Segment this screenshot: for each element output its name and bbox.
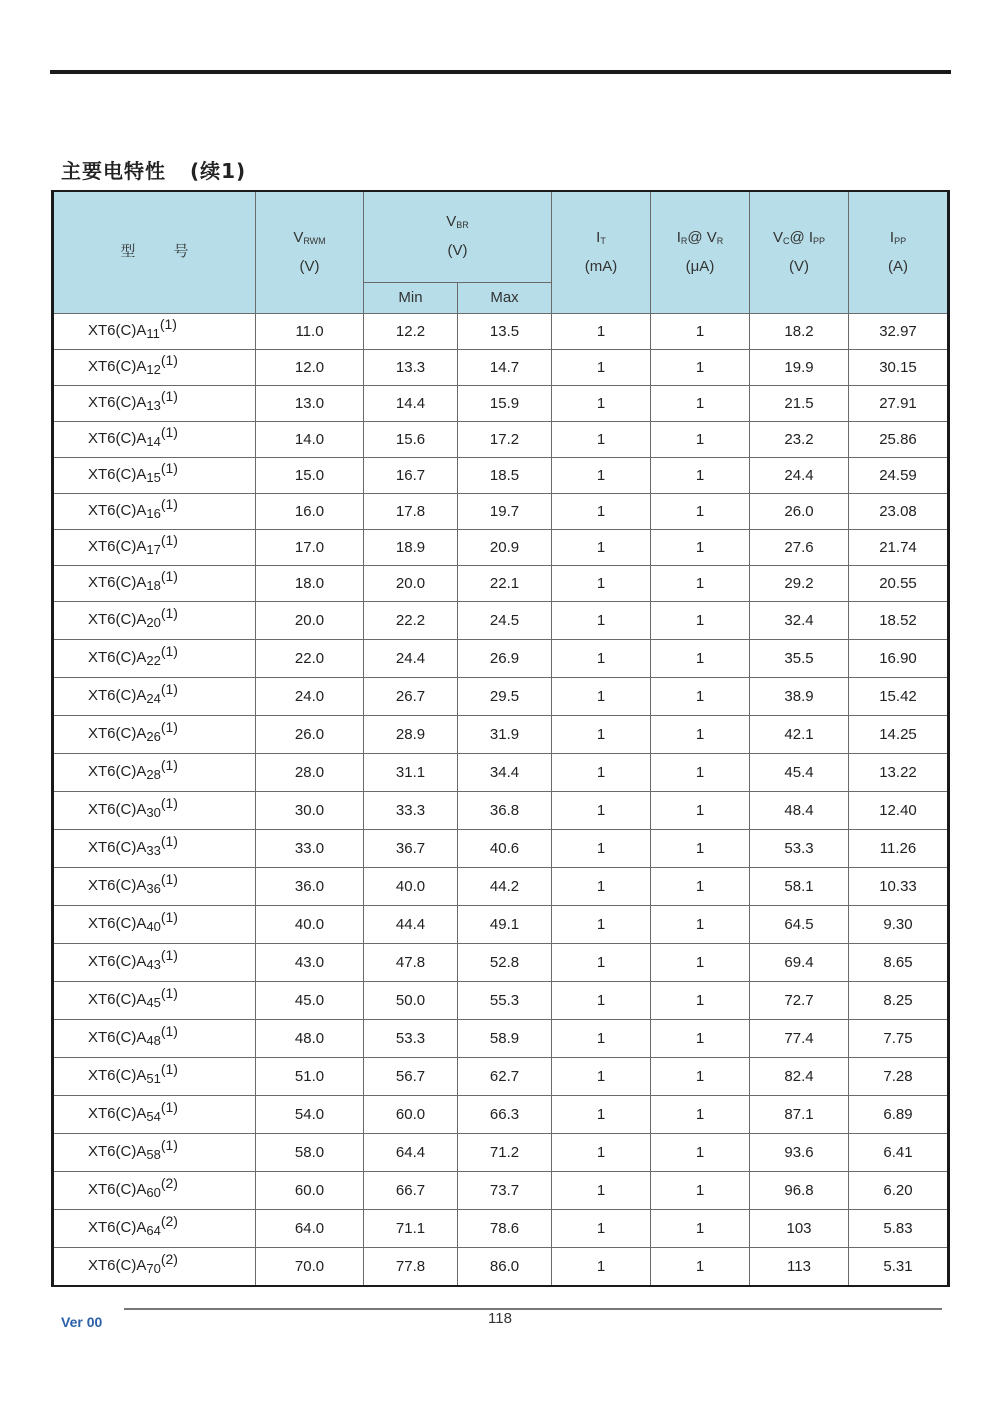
- cell-ipp: 7.75: [849, 1019, 949, 1057]
- cell-ir: 1: [651, 905, 750, 943]
- cell-vrwm: 14.0: [256, 421, 364, 457]
- cell-vbr-max: 15.9: [458, 385, 552, 421]
- cell-it: 1: [552, 529, 651, 565]
- cell-it: 1: [552, 385, 651, 421]
- cell-vbr-min: 17.8: [364, 493, 458, 529]
- table-row: [53, 493, 949, 529]
- cell-ir: 1: [651, 715, 750, 753]
- cell-ir: 1: [651, 385, 750, 421]
- cell-vc: 24.4: [750, 457, 849, 493]
- cell-vbr-min: 12.2: [364, 313, 458, 349]
- cell-ipp: 18.52: [849, 601, 949, 639]
- table-row: [53, 1209, 949, 1247]
- cell-model: XT6(C)A15$^{(1)}$: [53, 457, 256, 493]
- cell-vrwm: 24.0: [256, 677, 364, 715]
- cell-vc: 103: [750, 1209, 849, 1247]
- cell-vc: 69.4: [750, 943, 849, 981]
- cell-vbr-max: 86.0: [458, 1247, 552, 1286]
- section-title-suffix: (续1): [190, 159, 247, 183]
- table-row: [53, 829, 949, 867]
- section-title: [61, 155, 246, 184]
- cell-vbr-min: 20.0: [364, 565, 458, 601]
- cell-it: 1: [552, 791, 651, 829]
- header-vrwm: $V_{RWM}$ (V): [256, 191, 364, 313]
- cell-vbr-max: 18.5: [458, 457, 552, 493]
- cell-vc: 64.5: [750, 905, 849, 943]
- cell-vrwm: 60.0: [256, 1171, 364, 1209]
- cell-it: 1: [552, 715, 651, 753]
- cell-it: 1: [552, 943, 651, 981]
- cell-ir: 1: [651, 1019, 750, 1057]
- bottom-rule: [124, 1308, 942, 1310]
- cell-model: XT6(C)A40$^{(1)}$: [53, 905, 256, 943]
- cell-ir: 1: [651, 1057, 750, 1095]
- cell-it: 1: [552, 349, 651, 385]
- cell-vrwm: 64.0: [256, 1209, 364, 1247]
- table-body: [53, 313, 949, 1286]
- cell-it: 1: [552, 677, 651, 715]
- cell-model: XT6(C)A33$^{(1)}$: [53, 829, 256, 867]
- cell-vbr-min: 60.0: [364, 1095, 458, 1133]
- cell-vbr-max: 36.8: [458, 791, 552, 829]
- cell-it: 1: [552, 565, 651, 601]
- cell-ipp: 10.33: [849, 867, 949, 905]
- cell-vc: 58.1: [750, 867, 849, 905]
- cell-vrwm: 11.0: [256, 313, 364, 349]
- cell-ipp: 24.59: [849, 457, 949, 493]
- cell-vbr-max: 78.6: [458, 1209, 552, 1247]
- table-row: [53, 981, 949, 1019]
- section-title-text: 主要电特性: [61, 159, 166, 183]
- cell-ir: 1: [651, 493, 750, 529]
- cell-ipp: 14.25: [849, 715, 949, 753]
- cell-vc: 19.9: [750, 349, 849, 385]
- cell-model: XT6(C)A22$^{(1)}$: [53, 639, 256, 677]
- cell-vbr-min: 22.2: [364, 601, 458, 639]
- cell-vrwm: 40.0: [256, 905, 364, 943]
- cell-vbr-max: 52.8: [458, 943, 552, 981]
- cell-vrwm: 48.0: [256, 1019, 364, 1057]
- cell-vbr-max: 17.2: [458, 421, 552, 457]
- cell-vrwm: 43.0: [256, 943, 364, 981]
- cell-model: XT6(C)A18$^{(1)}$: [53, 565, 256, 601]
- cell-ipp: 15.42: [849, 677, 949, 715]
- cell-model: XT6(C)A45$^{(1)}$: [53, 981, 256, 1019]
- header-it: $I_T$ (mA): [552, 191, 651, 313]
- cell-ir: 1: [651, 753, 750, 791]
- cell-vrwm: 16.0: [256, 493, 364, 529]
- cell-it: 1: [552, 313, 651, 349]
- cell-ipp: 5.83: [849, 1209, 949, 1247]
- cell-it: 1: [552, 867, 651, 905]
- cell-model: XT6(C)A13$^{(1)}$: [53, 385, 256, 421]
- cell-vc: 82.4: [750, 1057, 849, 1095]
- cell-vbr-min: 31.1: [364, 753, 458, 791]
- cell-vbr-max: 19.7: [458, 493, 552, 529]
- cell-vbr-max: 31.9: [458, 715, 552, 753]
- cell-vbr-min: 66.7: [364, 1171, 458, 1209]
- cell-vrwm: 18.0: [256, 565, 364, 601]
- cell-vbr-min: 44.4: [364, 905, 458, 943]
- cell-model: XT6(C)A16$^{(1)}$: [53, 493, 256, 529]
- cell-vc: 29.2: [750, 565, 849, 601]
- cell-vbr-min: 53.3: [364, 1019, 458, 1057]
- cell-vbr-min: 71.1: [364, 1209, 458, 1247]
- cell-vrwm: 54.0: [256, 1095, 364, 1133]
- cell-it: 1: [552, 1247, 651, 1286]
- cell-ipp: 6.20: [849, 1171, 949, 1209]
- table-row: [53, 1133, 949, 1171]
- cell-model: XT6(C)A64$^{(2)}$: [53, 1209, 256, 1247]
- header-ipp: $I_{PP}$ (A): [849, 191, 949, 313]
- cell-ir: 1: [651, 829, 750, 867]
- table-row: [53, 385, 949, 421]
- cell-ipp: 20.55: [849, 565, 949, 601]
- cell-vrwm: 26.0: [256, 715, 364, 753]
- header-vbr-max: Max: [458, 282, 552, 313]
- cell-ir: 1: [651, 1247, 750, 1286]
- cell-it: 1: [552, 1095, 651, 1133]
- table-row: [53, 529, 949, 565]
- page-number: 118: [488, 1310, 512, 1327]
- cell-vbr-min: 28.9: [364, 715, 458, 753]
- cell-vc: 87.1: [750, 1095, 849, 1133]
- cell-ipp: 6.89: [849, 1095, 949, 1133]
- cell-ir: 1: [651, 421, 750, 457]
- cell-ir: 1: [651, 349, 750, 385]
- cell-ir: 1: [651, 1209, 750, 1247]
- cell-vbr-min: 33.3: [364, 791, 458, 829]
- cell-ir: 1: [651, 943, 750, 981]
- cell-ipp: 32.97: [849, 313, 949, 349]
- cell-model: XT6(C)A30$^{(1)}$: [53, 791, 256, 829]
- cell-vbr-max: 20.9: [458, 529, 552, 565]
- spec-table: [51, 190, 950, 1287]
- cell-model: XT6(C)A20$^{(1)}$: [53, 601, 256, 639]
- cell-vbr-min: 77.8: [364, 1247, 458, 1286]
- cell-it: 1: [552, 753, 651, 791]
- cell-it: 1: [552, 1171, 651, 1209]
- cell-vrwm: 33.0: [256, 829, 364, 867]
- header-ir-vr: $I_R@$ $V_R$ (μA): [651, 191, 750, 313]
- cell-vrwm: 12.0: [256, 349, 364, 385]
- table-row: [53, 1247, 949, 1286]
- cell-ir: 1: [651, 867, 750, 905]
- cell-vbr-max: 22.1: [458, 565, 552, 601]
- cell-it: 1: [552, 639, 651, 677]
- table-row: [53, 421, 949, 457]
- cell-ipp: 27.91: [849, 385, 949, 421]
- cell-it: 1: [552, 1133, 651, 1171]
- cell-vbr-min: 26.7: [364, 677, 458, 715]
- cell-vrwm: 20.0: [256, 601, 364, 639]
- cell-vc: 93.6: [750, 1133, 849, 1171]
- cell-ir: 1: [651, 639, 750, 677]
- table-row: [53, 1019, 949, 1057]
- cell-vc: 23.2: [750, 421, 849, 457]
- cell-vbr-min: 47.8: [364, 943, 458, 981]
- cell-model: XT6(C)A26$^{(1)}$: [53, 715, 256, 753]
- cell-ir: 1: [651, 1171, 750, 1209]
- cell-vrwm: 45.0: [256, 981, 364, 1019]
- cell-it: 1: [552, 493, 651, 529]
- header-model: 型号: [53, 191, 256, 313]
- cell-vc: 45.4: [750, 753, 849, 791]
- cell-it: 1: [552, 905, 651, 943]
- cell-vc: 26.0: [750, 493, 849, 529]
- cell-ipp: 30.15: [849, 349, 949, 385]
- cell-vbr-min: 18.9: [364, 529, 458, 565]
- cell-vc: 96.8: [750, 1171, 849, 1209]
- cell-vc: 48.4: [750, 791, 849, 829]
- cell-ipp: 8.65: [849, 943, 949, 981]
- cell-ipp: 8.25: [849, 981, 949, 1019]
- cell-it: 1: [552, 1209, 651, 1247]
- cell-it: 1: [552, 1019, 651, 1057]
- cell-vbr-min: 56.7: [364, 1057, 458, 1095]
- table-row: [53, 1057, 949, 1095]
- cell-vc: 38.9: [750, 677, 849, 715]
- table-row: [53, 313, 949, 349]
- cell-vc: 27.6: [750, 529, 849, 565]
- cell-ipp: 23.08: [849, 493, 949, 529]
- cell-model: XT6(C)A24$^{(1)}$: [53, 677, 256, 715]
- header-vbr-min: Min: [364, 282, 458, 313]
- cell-it: 1: [552, 1057, 651, 1095]
- cell-model: XT6(C)A36$^{(1)}$: [53, 867, 256, 905]
- cell-vrwm: 36.0: [256, 867, 364, 905]
- table-row: [53, 601, 949, 639]
- cell-vbr-max: 13.5: [458, 313, 552, 349]
- cell-vbr-min: 16.7: [364, 457, 458, 493]
- table-row: [53, 457, 949, 493]
- cell-vbr-max: 34.4: [458, 753, 552, 791]
- cell-ir: 1: [651, 1095, 750, 1133]
- cell-vrwm: 30.0: [256, 791, 364, 829]
- cell-ir: 1: [651, 565, 750, 601]
- cell-vbr-min: 50.0: [364, 981, 458, 1019]
- cell-vbr-max: 49.1: [458, 905, 552, 943]
- cell-ipp: 13.22: [849, 753, 949, 791]
- cell-vrwm: 17.0: [256, 529, 364, 565]
- cell-ipp: 5.31: [849, 1247, 949, 1286]
- cell-vc: 77.4: [750, 1019, 849, 1057]
- cell-vc: 72.7: [750, 981, 849, 1019]
- cell-ipp: 6.41: [849, 1133, 949, 1171]
- cell-ipp: 25.86: [849, 421, 949, 457]
- table-row: [53, 715, 949, 753]
- cell-model: XT6(C)A70$^{(2)}$: [53, 1247, 256, 1286]
- cell-vbr-min: 15.6: [364, 421, 458, 457]
- cell-vbr-min: 14.4: [364, 385, 458, 421]
- table-row: [53, 349, 949, 385]
- header-vbr: $V_{BR}$ (V): [364, 191, 552, 282]
- cell-vc: 42.1: [750, 715, 849, 753]
- table-header: [53, 191, 949, 313]
- cell-vbr-min: 64.4: [364, 1133, 458, 1171]
- cell-vbr-min: 36.7: [364, 829, 458, 867]
- table-row: [53, 639, 949, 677]
- table-row: [53, 1171, 949, 1209]
- table-row: [53, 867, 949, 905]
- cell-ipp: 7.28: [849, 1057, 949, 1095]
- cell-ipp: 21.74: [849, 529, 949, 565]
- cell-vrwm: 28.0: [256, 753, 364, 791]
- cell-ir: 1: [651, 313, 750, 349]
- cell-vbr-max: 62.7: [458, 1057, 552, 1095]
- cell-vbr-min: 40.0: [364, 867, 458, 905]
- version-label: Ver 00: [61, 1314, 103, 1330]
- cell-model: XT6(C)A58$^{(1)}$: [53, 1133, 256, 1171]
- table-row: [53, 677, 949, 715]
- cell-vrwm: 15.0: [256, 457, 364, 493]
- cell-vbr-max: 14.7: [458, 349, 552, 385]
- cell-it: 1: [552, 457, 651, 493]
- cell-vbr-max: 40.6: [458, 829, 552, 867]
- table-row: [53, 1095, 949, 1133]
- cell-model: XT6(C)A28$^{(1)}$: [53, 753, 256, 791]
- cell-vbr-max: 73.7: [458, 1171, 552, 1209]
- cell-it: 1: [552, 981, 651, 1019]
- cell-it: 1: [552, 601, 651, 639]
- cell-vbr-max: 71.2: [458, 1133, 552, 1171]
- cell-vrwm: 51.0: [256, 1057, 364, 1095]
- table-row: [53, 943, 949, 981]
- cell-vbr-max: 44.2: [458, 867, 552, 905]
- cell-model: XT6(C)A17$^{(1)}$: [53, 529, 256, 565]
- cell-vc: 32.4: [750, 601, 849, 639]
- table-row: [53, 565, 949, 601]
- table-row: [53, 753, 949, 791]
- top-rule: [50, 70, 951, 74]
- cell-it: 1: [552, 829, 651, 867]
- cell-ir: 1: [651, 457, 750, 493]
- cell-vc: 21.5: [750, 385, 849, 421]
- cell-model: XT6(C)A51$^{(1)}$: [53, 1057, 256, 1095]
- cell-vbr-max: 66.3: [458, 1095, 552, 1133]
- table-row: [53, 791, 949, 829]
- cell-vbr-max: 26.9: [458, 639, 552, 677]
- cell-it: 1: [552, 421, 651, 457]
- cell-ipp: 16.90: [849, 639, 949, 677]
- cell-vc: 113: [750, 1247, 849, 1286]
- cell-ipp: 11.26: [849, 829, 949, 867]
- table-row: [53, 905, 949, 943]
- cell-model: XT6(C)A54$^{(1)}$: [53, 1095, 256, 1133]
- cell-vbr-max: 24.5: [458, 601, 552, 639]
- cell-ipp: 9.30: [849, 905, 949, 943]
- cell-ir: 1: [651, 529, 750, 565]
- cell-vrwm: 58.0: [256, 1133, 364, 1171]
- cell-ir: 1: [651, 791, 750, 829]
- cell-vc: 53.3: [750, 829, 849, 867]
- cell-vc: 18.2: [750, 313, 849, 349]
- cell-vbr-min: 13.3: [364, 349, 458, 385]
- cell-vbr-max: 29.5: [458, 677, 552, 715]
- cell-vbr-max: 55.3: [458, 981, 552, 1019]
- cell-model: XT6(C)A43$^{(1)}$: [53, 943, 256, 981]
- cell-vc: 35.5: [750, 639, 849, 677]
- cell-vrwm: 22.0: [256, 639, 364, 677]
- cell-model: XT6(C)A12$^{(1)}$: [53, 349, 256, 385]
- cell-ir: 1: [651, 1133, 750, 1171]
- cell-model: XT6(C)A11$^{(1)}$: [53, 313, 256, 349]
- cell-ir: 1: [651, 677, 750, 715]
- header-vc-ipp: $V_C@$ $I_{PP}$ (V): [750, 191, 849, 313]
- cell-model: XT6(C)A60$^{(2)}$: [53, 1171, 256, 1209]
- cell-vrwm: 13.0: [256, 385, 364, 421]
- cell-model: XT6(C)A48$^{(1)}$: [53, 1019, 256, 1057]
- cell-ipp: 12.40: [849, 791, 949, 829]
- cell-vbr-max: 58.9: [458, 1019, 552, 1057]
- cell-vbr-min: 24.4: [364, 639, 458, 677]
- cell-model: XT6(C)A14$^{(1)}$: [53, 421, 256, 457]
- cell-ir: 1: [651, 981, 750, 1019]
- cell-ir: 1: [651, 601, 750, 639]
- cell-vrwm: 70.0: [256, 1247, 364, 1286]
